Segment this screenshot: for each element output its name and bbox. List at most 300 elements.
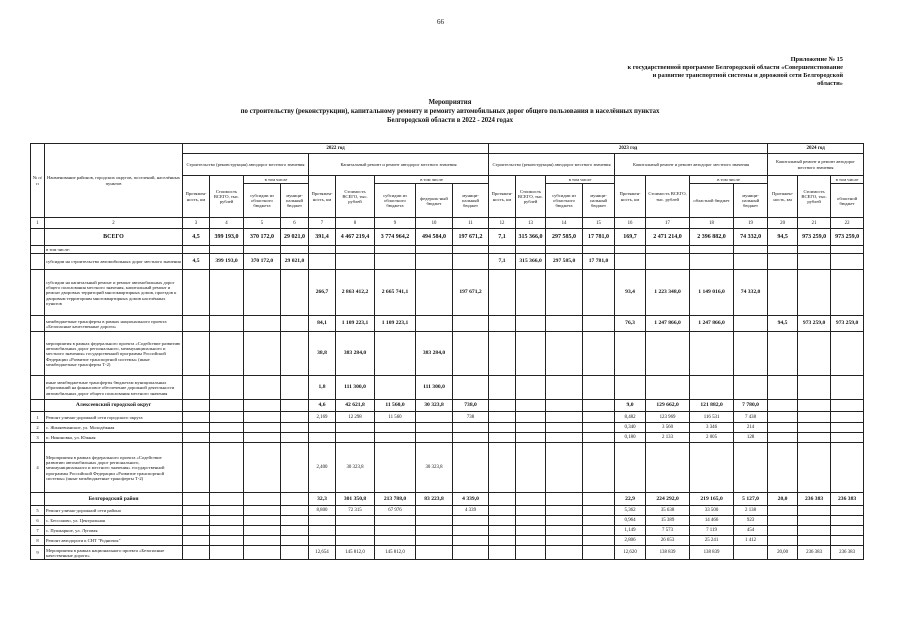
value-cell (646, 246, 690, 254)
value-cell (734, 316, 768, 332)
header-subs-obl: субсидии из областного бюджета (244, 184, 281, 218)
column-number: 19 (734, 218, 768, 229)
value-cell: 74 332,0 (734, 270, 768, 316)
value-cell (281, 332, 309, 376)
value-cell: 72 315 (336, 506, 375, 516)
value-cell (546, 443, 583, 493)
header-subs-obl: субсидии из областного бюджета (375, 184, 416, 218)
value-cell: 4,5 (183, 254, 210, 270)
value-cell (210, 246, 244, 254)
value-cell (798, 412, 831, 423)
value-cell: 11 560 (375, 412, 416, 423)
table-row (31, 536, 864, 546)
value-cell (546, 332, 583, 376)
value-cell: 35 638 (646, 506, 690, 516)
table-body (31, 229, 864, 560)
value-cell (831, 433, 864, 443)
value-cell (244, 526, 281, 536)
value-cell (210, 400, 244, 412)
row-number: 1 (31, 412, 45, 423)
value-cell: 7 119 (690, 526, 734, 536)
header-cost: Стоимость ВСЕГО, тыс. рублей (646, 176, 690, 218)
value-cell: 197 671,2 (453, 229, 489, 246)
value-cell (244, 270, 281, 316)
value-cell (375, 246, 416, 254)
value-cell: 84,1 (309, 316, 336, 332)
row-name: субсидии на капитальный ремонт и ремонт автомобильных дорог общего пользования местного значения, капитальный ремонт и ремонт дворовых территорий многоквартирных домов, проездов к дворовым территориям многоквартирных домов населённых пунктов (45, 270, 183, 316)
column-number-row (31, 218, 864, 229)
value-cell (416, 506, 453, 516)
value-cell (183, 400, 210, 412)
value-cell (489, 506, 516, 516)
value-cell (244, 433, 281, 443)
value-cell (309, 516, 336, 526)
column-number: 8 (336, 218, 375, 229)
header-cost: Стоимость ВСЕГО, тыс. рублей (798, 176, 831, 218)
value-cell (831, 400, 864, 412)
header-length: Протяжен-ность, км (183, 176, 210, 218)
value-cell (309, 246, 336, 254)
value-cell: 214 (734, 423, 768, 433)
value-cell (281, 536, 309, 546)
header-constr-2022: Строительство (реконструкция) автодорог местного значения (183, 154, 309, 176)
row-number: 8 (31, 536, 45, 546)
value-cell (453, 254, 489, 270)
value-cell (210, 433, 244, 443)
value-cell (583, 316, 615, 332)
value-cell (798, 246, 831, 254)
value-cell (210, 316, 244, 332)
value-cell (516, 332, 546, 376)
value-cell (615, 246, 646, 254)
value-cell (798, 400, 831, 412)
value-cell (183, 316, 210, 332)
header-incl: в том числе (244, 176, 309, 184)
value-cell (309, 433, 336, 443)
value-cell: 25 241 (690, 536, 734, 546)
value-cell (210, 536, 244, 546)
table-row (31, 526, 864, 536)
value-cell (336, 254, 375, 270)
value-cell: 7 438 (734, 412, 768, 423)
value-cell: 1 109 223,1 (375, 316, 416, 332)
table-row (31, 443, 864, 493)
value-cell (489, 526, 516, 536)
value-cell (453, 516, 489, 526)
value-cell: 4 339,0 (453, 493, 489, 506)
row-number: 3 (31, 433, 45, 443)
value-cell (183, 423, 210, 433)
value-cell (375, 376, 416, 400)
table-row (31, 316, 864, 332)
value-cell (546, 546, 583, 560)
header-munic: муници-пальный бюджет (453, 184, 489, 218)
value-cell (416, 546, 453, 560)
value-cell (768, 246, 798, 254)
value-cell: 315 366,0 (516, 229, 546, 246)
row-name: Белгородский район (45, 493, 183, 506)
value-cell (375, 526, 416, 536)
value-cell: 22,9 (615, 493, 646, 506)
table-row (31, 229, 864, 246)
value-cell (309, 423, 336, 433)
value-cell (183, 433, 210, 443)
value-cell (690, 246, 734, 254)
value-cell: 4,5 (183, 229, 210, 246)
value-cell: 383 284,0 (416, 332, 453, 376)
value-cell: 1 223 348,0 (646, 270, 690, 316)
value-cell: 145 812,0 (336, 546, 375, 560)
value-cell: 9,0 (615, 400, 646, 412)
value-cell: 2 471 214,0 (646, 229, 690, 246)
value-cell (516, 270, 546, 316)
value-cell (375, 536, 416, 546)
value-cell (734, 332, 768, 376)
value-cell (516, 536, 546, 546)
value-cell: 213 788,0 (375, 493, 416, 506)
value-cell: 1,8 (309, 376, 336, 400)
header-incl: в том числе (546, 176, 615, 184)
appendix-line: области» (817, 80, 843, 87)
value-cell (489, 332, 516, 376)
value-cell (798, 332, 831, 376)
value-cell: 297 585,0 (546, 229, 583, 246)
value-cell (416, 423, 453, 433)
value-cell (583, 433, 615, 443)
table-row (31, 400, 864, 412)
value-cell: 76,3 (615, 316, 646, 332)
value-cell (516, 412, 546, 423)
value-cell (244, 400, 281, 412)
value-cell: 42 621,8 (336, 400, 375, 412)
column-number: 21 (798, 218, 831, 229)
value-cell (583, 536, 615, 546)
value-cell (546, 316, 583, 332)
value-cell (615, 254, 646, 270)
value-cell: 2 863 412,2 (336, 270, 375, 316)
value-cell (244, 443, 281, 493)
col-header-num: № п/п (31, 144, 45, 218)
column-number: 10 (416, 218, 453, 229)
value-cell: 923 (734, 516, 768, 526)
value-cell: 32,3 (309, 493, 336, 506)
value-cell (768, 400, 798, 412)
value-cell: 236 383 (798, 546, 831, 560)
table-row (31, 493, 864, 506)
page-number: 66 (437, 18, 444, 26)
value-cell (798, 254, 831, 270)
header-incl: в том числе (831, 176, 864, 184)
value-cell (183, 493, 210, 506)
value-cell (489, 493, 516, 506)
row-number: 7 (31, 526, 45, 536)
value-cell: 1 412 (734, 536, 768, 546)
value-cell (453, 423, 489, 433)
appendix-line: и развитие транспортной системы и дорожной сети Белгородской (652, 72, 843, 79)
value-cell: 370 172,0 (244, 229, 281, 246)
value-cell: 236 383 (798, 493, 831, 506)
value-cell (336, 246, 375, 254)
value-cell (210, 493, 244, 506)
value-cell: 197 671,2 (453, 270, 489, 316)
value-cell: 315 366,0 (516, 254, 546, 270)
row-name: Алексеевский городской округ (45, 400, 183, 412)
value-cell: 973 259,0 (798, 316, 831, 332)
value-cell (309, 526, 336, 536)
value-cell: 383 284,0 (336, 332, 375, 376)
value-cell (281, 546, 309, 560)
row-name: с. Жиляевчанское, ул. Молодёжная (45, 423, 183, 433)
value-cell (281, 526, 309, 536)
value-cell: 391,4 (309, 229, 336, 246)
value-cell: 1 149 016,0 (690, 270, 734, 316)
value-cell (416, 246, 453, 254)
value-cell (489, 316, 516, 332)
title-line: Мероприятия (428, 99, 472, 106)
value-cell (375, 423, 416, 433)
value-cell: 973 259,0 (798, 229, 831, 246)
value-cell (516, 433, 546, 443)
header-length: Протяжен-ность, км (309, 176, 336, 218)
value-cell (244, 316, 281, 332)
value-cell (416, 316, 453, 332)
value-cell (831, 376, 864, 400)
value-cell: 20,00 (768, 546, 798, 560)
value-cell (516, 516, 546, 526)
value-cell: 0,340 (615, 423, 646, 433)
appendix-line: к государственной программе Белгородской области «Совершенствование (627, 64, 843, 71)
value-cell (768, 433, 798, 443)
value-cell (583, 423, 615, 433)
table-row (31, 423, 864, 433)
value-cell (375, 254, 416, 270)
value-cell: 20,0 (768, 493, 798, 506)
value-cell (831, 443, 864, 493)
value-cell (210, 546, 244, 560)
value-cell (734, 376, 768, 400)
value-cell: 738 (453, 412, 489, 423)
value-cell (798, 443, 831, 493)
value-cell (615, 332, 646, 376)
value-cell (453, 443, 489, 493)
header-cost: Стоимость ВСЕГО, тыс. рублей (516, 176, 546, 218)
value-cell (210, 526, 244, 536)
value-cell (516, 443, 546, 493)
value-cell: 399 193,0 (210, 254, 244, 270)
column-number: 22 (831, 218, 864, 229)
value-cell (375, 516, 416, 526)
value-cell: 94,5 (768, 229, 798, 246)
value-cell (375, 433, 416, 443)
value-cell (210, 443, 244, 493)
column-number: 2 (45, 218, 183, 229)
value-cell (183, 443, 210, 493)
row-name: Ремонт улично-дорожной сети городского округа (45, 412, 183, 423)
value-cell (336, 433, 375, 443)
value-cell (583, 246, 615, 254)
value-cell (831, 423, 864, 433)
value-cell (768, 412, 798, 423)
value-cell (281, 506, 309, 516)
table-row (31, 516, 864, 526)
column-number: 5 (244, 218, 281, 229)
value-cell (281, 316, 309, 332)
value-cell (183, 506, 210, 516)
row-name: в том числе: (45, 246, 183, 254)
value-cell (768, 536, 798, 546)
value-cell (583, 493, 615, 506)
value-cell (309, 536, 336, 546)
value-cell (583, 412, 615, 423)
value-cell: 145 812,0 (375, 546, 416, 560)
value-cell (489, 423, 516, 433)
value-cell (183, 376, 210, 400)
value-cell: 30 323,8 (416, 400, 453, 412)
value-cell (453, 433, 489, 443)
value-cell (281, 423, 309, 433)
value-cell (489, 376, 516, 400)
value-cell (244, 246, 281, 254)
column-number: 9 (375, 218, 416, 229)
value-cell: 26 653 (646, 536, 690, 546)
value-cell (768, 443, 798, 493)
value-cell: 2 665 741,1 (375, 270, 416, 316)
value-cell (768, 506, 798, 516)
value-cell (244, 536, 281, 546)
value-cell: 301 350,8 (336, 493, 375, 506)
column-number: 18 (690, 218, 734, 229)
value-cell (489, 443, 516, 493)
value-cell: 7,1 (489, 254, 516, 270)
header-munic: муници-пальный бюджет (281, 184, 309, 218)
value-cell (244, 412, 281, 423)
value-cell (416, 536, 453, 546)
value-cell (489, 433, 516, 443)
value-cell: 29 021,0 (281, 254, 309, 270)
value-cell (831, 536, 864, 546)
value-cell (453, 536, 489, 546)
value-cell (489, 270, 516, 316)
value-cell: 5,362 (615, 506, 646, 516)
value-cell (516, 546, 546, 560)
value-cell (489, 546, 516, 560)
value-cell (453, 332, 489, 376)
value-cell (646, 376, 690, 400)
header-munic: муници-пальный бюджет (583, 184, 615, 218)
header-repair-2024: Капитальный ремонт и ремонт автодорог местного значения (768, 154, 864, 176)
value-cell (546, 506, 583, 516)
measures-table (30, 143, 864, 560)
value-cell (546, 400, 583, 412)
value-cell (244, 332, 281, 376)
value-cell (489, 536, 516, 546)
row-number (31, 493, 45, 506)
value-cell (831, 526, 864, 536)
value-cell (210, 412, 244, 423)
column-number: 1 (31, 218, 45, 229)
value-cell (690, 376, 734, 400)
value-cell: 12,620 (615, 546, 646, 560)
value-cell (831, 246, 864, 254)
value-cell: 4 467 219,4 (336, 229, 375, 246)
value-cell (244, 493, 281, 506)
value-cell (416, 254, 453, 270)
column-number: 15 (583, 218, 615, 229)
value-cell (281, 246, 309, 254)
value-cell (583, 332, 615, 376)
value-cell (798, 506, 831, 516)
value-cell (336, 516, 375, 526)
row-name: межбюджетные трансферты в рамках национального проекта «Безопасные качественные дороги» (45, 316, 183, 332)
value-cell (583, 270, 615, 316)
value-cell (516, 423, 546, 433)
row-name: п. Никоновка, ул. Южная (45, 433, 183, 443)
value-cell: 494 584,0 (416, 229, 453, 246)
value-cell: 219 165,0 (690, 493, 734, 506)
row-number (31, 270, 45, 316)
value-cell: 123 969 (646, 412, 690, 423)
value-cell (516, 506, 546, 516)
value-cell: 8,800 (309, 506, 336, 516)
title-line: по строительству (реконструкции), капитальному ремонту и ремонту автомобильных дорог общего пользования в населённых пунктах (240, 108, 660, 115)
value-cell (244, 376, 281, 400)
value-cell (183, 536, 210, 546)
value-cell (583, 376, 615, 400)
value-cell (798, 423, 831, 433)
header-munic: муници-пальный бюджет (734, 184, 768, 218)
value-cell (768, 332, 798, 376)
column-number: 12 (489, 218, 516, 229)
header-length: Протяжен-ность, км (615, 176, 646, 218)
document-title (120, 98, 780, 125)
column-number: 16 (615, 218, 646, 229)
value-cell (281, 433, 309, 443)
value-cell: 2 396 882,0 (690, 229, 734, 246)
header-obl: областной бюджет (831, 184, 864, 218)
value-cell (183, 332, 210, 376)
year-header-2024: 2024 год (768, 144, 864, 154)
row-name: Ремонт автодороги к СНТ "Родничок" (45, 536, 183, 546)
value-cell (309, 254, 336, 270)
value-cell (583, 443, 615, 493)
value-cell: 17 781,0 (583, 229, 615, 246)
value-cell (183, 270, 210, 316)
header-subs-obl: субсидии из областного бюджета (546, 184, 583, 218)
value-cell (583, 546, 615, 560)
value-cell: 399 193,0 (210, 229, 244, 246)
value-cell (516, 526, 546, 536)
value-cell (281, 516, 309, 526)
value-cell: 74 332,0 (734, 229, 768, 246)
table-row (31, 376, 864, 400)
value-cell: 111 300,0 (416, 376, 453, 400)
value-cell (210, 332, 244, 376)
value-cell (281, 412, 309, 423)
value-cell: 29 021,0 (281, 229, 309, 246)
table-row (31, 254, 864, 270)
value-cell (583, 516, 615, 526)
value-cell (546, 536, 583, 546)
value-cell (798, 270, 831, 316)
header-repair-2023: Капитальный ремонт и ремонт автодорог местного значения (615, 154, 768, 176)
value-cell (831, 412, 864, 423)
value-cell (244, 423, 281, 433)
value-cell: 83 223,8 (416, 493, 453, 506)
value-cell (336, 526, 375, 536)
row-name: субсидии на строительство автомобильных дорог местного значения (45, 254, 183, 270)
value-cell (546, 376, 583, 400)
value-cell (416, 412, 453, 423)
